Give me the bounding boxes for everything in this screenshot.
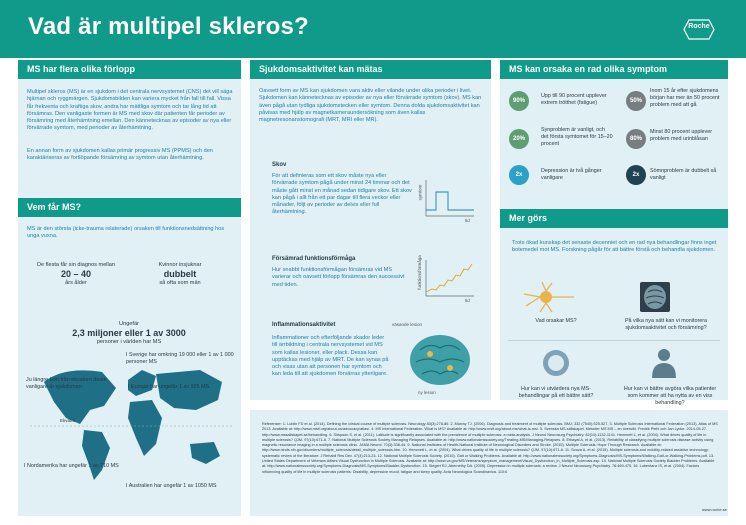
map-australia: I Australien har ungefär 1 av 1050 MS [126, 483, 217, 489]
column-3-panel [500, 71, 728, 400]
page-title: Vad är multipel skleros? [28, 13, 309, 40]
inflam-text: Inflammationer och efterföljande skador leder till ärrbildning i centrala nervsystemet vid MS som kallas lesioner, eller plack. Dessa kan upptäckas med hjälp av MRT. De kan synas på och visas utan att personen har symtom och kan leda till att sjukdomen förvärras ytterligare. [272, 335, 389, 378]
equator-label: Ekvator [60, 418, 76, 423]
inflam-title: Inflammationsaktivitet [272, 322, 336, 328]
stat-text-sleep: Sömnproblem är dubbelt så vanligt [650, 168, 717, 181]
women-sub: så ofta som män [159, 280, 201, 286]
brain-icon [404, 328, 478, 390]
section-title-aktivitet: Sjukdomsaktivitet kan mätas [250, 60, 491, 79]
forlopp-intro-p1: Multipel skleros (MS) är en sjukdom i det centrala nervsystemet (CNS) det vill säga hjärnan och ryggmärgen. Sjukdomsbilden kan variera mycket från fall till fall. Vissa får frekventa och kraftiga skov, andra har mättliga symtom och tar lång tid att försämras. Den vanligaste formen är MS med skov där patienten får perioder av försämring med återhämtning emellan. Den kännetecknas av episoder av nya eller förvärrade symtom, med perioder av återhämtning. [27, 89, 233, 132]
age-value: 20 – 40 [60, 269, 92, 279]
skov-text: För att definieras som ett skov måste nya eller förvärrade symtom pågå under minst 24 timmar och det måste gått minst en månad sedan tidigare skov. Ett skov kan pågå i allt från ett par dagar till flera veckor eller månader, följt av perioder av delvis eller full återhämtning. [272, 173, 412, 216]
stat-text-90: Upp till 90 procent upplever extrem trötthet (fatigue) [541, 93, 607, 106]
section-title-forlopp: MS har flera olika förlopp [18, 60, 241, 79]
website-link[interactable]: www.roche.se [702, 507, 727, 512]
approx-sub: personer i världen har MS [96, 339, 162, 345]
mer-gors-divider [508, 340, 720, 341]
func-title: Försämrad funktionsförmåga [272, 256, 356, 262]
stat-text-50: Inom 15 år efter sjukdomens början har mer än 50 procent problem med att gå [650, 88, 720, 108]
badge-2x-sleep: 2x [626, 165, 646, 185]
badge-50: 50% [626, 91, 646, 111]
age-sub: års ålder [65, 280, 87, 286]
roche-logo [683, 19, 715, 40]
section-title-mer-gors: Mer görs [500, 209, 728, 228]
badge-80: 80% [626, 129, 646, 149]
forlopp-intro-p2: En annan form av sjukdomen kallas primär progressiv MS (PPMS) och den karaktäriseras av fortlöpande försämring av symtom utan återhämtning. [27, 148, 213, 162]
aktivitet-intro: Oavsett form av MS kan sjukdomen vara aktiv eller vilande under olika perioder i livet. Sjukdomen kan kännetecknas av episoder av nya eller förvärrade symtom (skov). MS kan även pågå utan tydliga sjukdomstecken eller symtom. Denna dolda sjukdomsaktivitet kan påvisas med hjälp av magnetkameraundersökning som även kallas magnetresonanstomografi (MRT, MRI eller MR). [259, 88, 482, 124]
age-label: De flesta får sin diagnos mellan [36, 262, 116, 268]
skov-axis-x: tid [465, 218, 470, 223]
badge-20: 20% [509, 129, 529, 149]
map-sweden: I Sverige har omkring 19 000 eller 1 av 1 000 personer MS [126, 352, 234, 365]
section-title-symptom: MS kan orsaka en rad olika symptom [500, 60, 728, 79]
badge-2x-depression: 2x [509, 165, 529, 185]
skov-title: Skov [272, 162, 287, 168]
func-axis-y: funktionsförmåga [416, 255, 422, 290]
world-stat [24, 321, 234, 346]
map-europe: I Europa har ungefär 1 av 925 MS [128, 384, 210, 390]
approx-value: 2,3 miljoner eller 1 av 3000 [72, 328, 186, 338]
mer-gors-intro: Trots ökad kunskap det senaste decenniet och en rad nya behandlingar finns inget botemedel mot MS. Forskning pågår för att bättre förstå och behandla sjukdomen. [512, 240, 717, 254]
question-evaluate: Hur kan vi utvärdera nya MS-behandlingar på ett bättre sätt? [518, 386, 594, 399]
person-icon [644, 346, 684, 380]
approx-label: Ungefär [119, 321, 139, 327]
women-value: dubbelt [163, 269, 197, 279]
question-monitor: På vilka nya sätt kan vi monitorera sjukdomsaktivitet och försämring? [624, 318, 708, 331]
map-equator-note: Ju längre bort från ekvatorn desto vanligare är sjukdomen [26, 377, 107, 390]
references-text: Referenser: 1. Lublin FD et al. (2014). Defining the clinical course of multiple sclerosis. Neurology 83(3):278-86. 2. Murray TJ. (2006). Diagnosis and treatment of multiple sclerosis. BMJ; 332 (7540):525-527. 3. Multiple Sclerosis International Federation (2013). Atlas of MS 2013. Available at: http://www.msif.org/about-us/advocacy/atlas/. 4. MS International Federation. What is MS? Available at: http://www.msif.org/about-ms/what-is-ms/. 5. Svenska MS-sällskapet. Metoder MS MS – en översikt. Fredrik Piehl och Jan Lycke. 2014-05-27. http://www.mssallskapet.se/behandling. 6. Simpson S, et al. (2011). Latitude is significantly associated with the prevalence of multiple sclerosis: a meta-analysis. J Neurol Neurosurg Psychiatry. 82(10):1132-1141. Hemmett L, et al. (2004). What drives quality of life in multiple sclerosis? QJM. 97(10):671-6. 7. National Multiple Sclerosis Society Managing Relapses. Available at: http://www.nationalmssociety.org/Treating-MS/Managing-Relapses. 8. Erbayat A, et al. (2013). Reliability of classifying multiple sclerosis disease activity using magnetic resonance imaging in a multiple sclerosis clinic. JAMA Neurol. 70(3):338-44. 9. National Institutes of Health-National Institute of Neurological Disorders and Stroke. (2015). Multiple Sclerosis: Hope Through Research. Available at: http://www.ninds.nih.gov/disorders/multiple_sclerosis/detail_multiple_sclerosis.htm. 10. Hemmett L, et al. (2004). What drives quality of life in multiple sclerosis? QJM. 97(10):671-6. 11. Souza A, et al. (2015). Multiple sclerosis and mobility-related assistive technology: systematic review of the literature. J Rehabil Res Dev. 47(3):213-23. 12. National Multiple Sclerosis Society. (2015). Gait or Walking Problems. Available at: http://www.nationalmssociety.org/Symptoms-Diagnosis/MS-Symptoms/Walking-Gait-or-Walking-Problems.pdf. 13. United States Department of Veterans Affairs Visual Dysfunction in Multiple Sclerosis. Available at: http://www.va.gov/MS/Veterans/symptom_management/Visual_Dysfunction_in_Multiple_Sclerosis.asp. 14. National Multiple Sclerosis Society Bladder Problems. Available at: http://www.nationalmssociety.org/Symptoms-Diagnosis/MS-Symptoms/Bladder-Dysfunction. 15. Siegert RJ, Abernethy DA. (2005). Depression in multiple sclerosis: a review. J Neurol Neurosurg Psychiatry. 76:469-475. 16. Lobentanz IS, et al. (2004). Factors influencing quality of life in multiple sclerosis patients: Disability, depressive mood, fatigue and sleep quality. Acta Neurologica Scandinavica. 110:6 [262, 422, 718, 474]
func-axis-x: tid [465, 298, 470, 303]
map-northamerica: I Nordamerika har ungefär 1 av 710 MS [24, 463, 119, 469]
women-stat [132, 262, 228, 287]
vem-text: MS är den största (icke-trauma relaterade) orsaken till funktionsnedsättning hos unga vuxna. [27, 226, 225, 240]
age-stat [28, 262, 124, 287]
func-text: Hur snabbt funktionsförmågan försämras vid MS varierar och oavsett förlopp försämras den successivt med tiden. [272, 267, 405, 288]
stat-text-80: Minst 80 procent upplever problem med urinblåsan [650, 129, 713, 142]
neuron-icon [520, 280, 576, 314]
func-chart [418, 256, 476, 302]
skov-axis-y: symtom [417, 184, 423, 201]
women-label: Kvinnor insjuknar [158, 262, 202, 268]
skov-chart [418, 176, 476, 222]
mri-brain-icon [626, 280, 682, 314]
pill-icon [536, 346, 576, 380]
brain-label-old: väsande lesion [392, 322, 423, 327]
brain-label-new: ny lesion [418, 390, 436, 395]
section-title-vem: Vem får MS? [18, 198, 241, 217]
question-patients: Hur kan vi bättre avgöra vilka patienter som kommer att ha nytta av en viss behandling? [623, 386, 717, 406]
question-cause: Vad orsakar MS? [535, 318, 577, 324]
logo-text: Roche [688, 23, 710, 30]
stat-text-depression: Depression är två gånger vanligare [541, 168, 602, 181]
stat-text-20: Synproblem är vanligt, och det första symtomet för 15–20 procent [541, 127, 613, 147]
page-header [0, 0, 746, 58]
badge-90: 90% [509, 91, 529, 111]
